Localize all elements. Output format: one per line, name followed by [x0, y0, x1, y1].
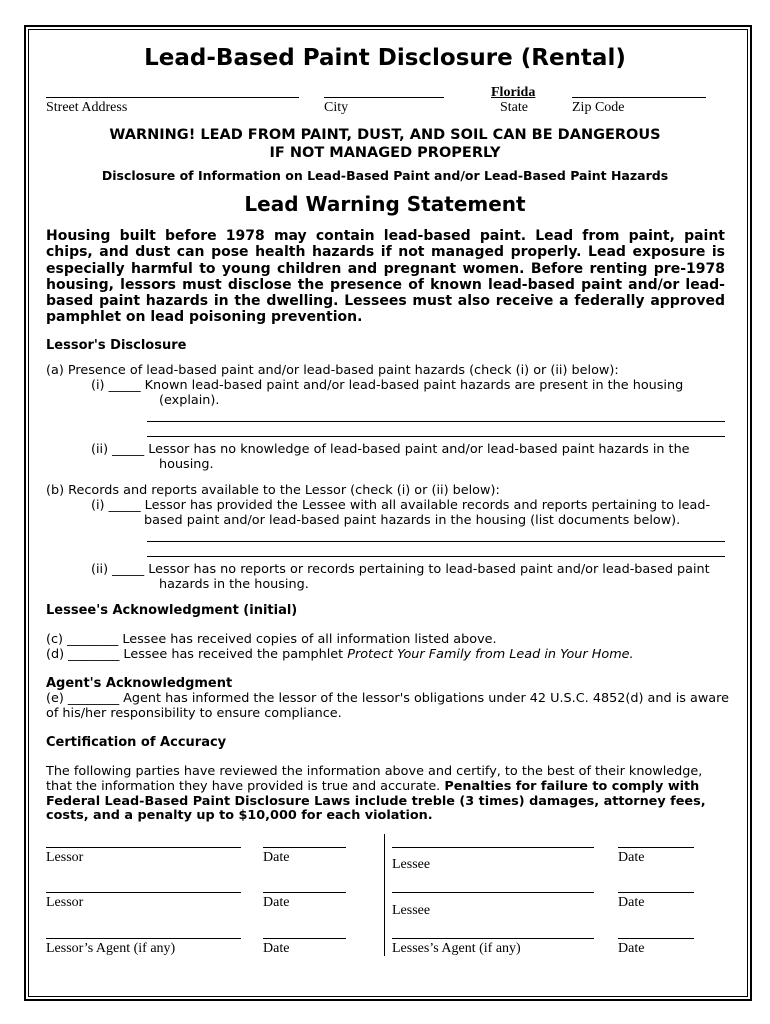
- item-b-i-text[interactable]: (i) _____ Lessor has provided the Lessee with all available records and reports pertaining to lead-: [91, 498, 711, 513]
- street-address-line[interactable]: [46, 97, 299, 98]
- city-line[interactable]: [324, 97, 444, 98]
- zip-code-label: Zip Code: [572, 100, 625, 115]
- lead-warning-heading: Lead Warning Statement: [244, 192, 526, 216]
- item-b-ii-text[interactable]: (ii) _____ Lessor has no reports or records pertaining to lead-based paint and/or lead-based paint: [91, 562, 710, 577]
- certification-line-2: [46, 779, 699, 794]
- lessor-signature-line-2[interactable]: [46, 892, 241, 893]
- lessee-date-label-2: Date: [618, 895, 645, 910]
- lessee-date-label-1: Date: [618, 850, 645, 865]
- warning-line-1: WARNING! LEAD FROM PAINT, DUST, AND SOIL CAN BE DANGEROUS: [109, 127, 661, 143]
- lessor-agent-date-label: Date: [263, 941, 290, 956]
- item-a-ii-text[interactable]: (ii) _____ Lessor has no knowledge of lead-based paint and/or lead-based paint hazards in the: [91, 442, 690, 457]
- lessor-label-1: Lessor: [46, 850, 84, 865]
- item-a-intro: (a) Presence of lead-based paint and/or lead-based paint hazards (check (i) or (ii) below):: [46, 363, 619, 378]
- lessee-agent-date-line[interactable]: [618, 938, 694, 939]
- zip-code-line[interactable]: [572, 97, 706, 98]
- certification-line-1: The following parties have reviewed the information above and certify, to the best of their knowledge,: [46, 764, 703, 779]
- lessee-signature-line-1[interactable]: [392, 847, 594, 848]
- state-value: Florida: [491, 85, 536, 100]
- street-address-label: Street Address: [46, 100, 128, 115]
- lessee-label-1: Lessee: [392, 857, 431, 872]
- warning-line-2: IF NOT MANAGED PROPERLY: [269, 145, 501, 161]
- item-a-i-text-cont: (explain).: [159, 393, 220, 408]
- certification-line-2-bold: Penalties for failure to comply with: [444, 779, 700, 794]
- explain-line-2[interactable]: [147, 436, 725, 437]
- item-b-intro: (b) Records and reports available to the Lessor (check (i) or (ii) below):: [46, 483, 500, 498]
- certification-line-3: Federal Lead-Based Paint Disclosure Laws include treble (3 times) damages, attorney fees,: [46, 794, 706, 809]
- lessor-agent-date-line[interactable]: [263, 938, 346, 939]
- state-label: State: [500, 100, 528, 115]
- disclosure-subtitle: Disclosure of Information on Lead-Based Paint and/or Lead-Based Paint Hazards: [101, 168, 669, 183]
- signature-divider: [384, 834, 385, 956]
- lessor-date-label-1: Date: [263, 850, 290, 865]
- lessee-agent-label: Lesses’s Agent (if any): [392, 941, 521, 956]
- certification-line-2-normal: that the information they have provided is true and accurate.: [46, 779, 445, 794]
- item-a-ii-text-cont: housing.: [159, 457, 214, 472]
- item-b-ii-text-cont: hazards in the housing.: [159, 577, 309, 592]
- explain-line-1[interactable]: [147, 421, 725, 422]
- lessee-date-line-2[interactable]: [618, 892, 694, 893]
- lessee-agent-signature-line[interactable]: [392, 938, 594, 939]
- documents-line-2[interactable]: [147, 556, 725, 557]
- certification-heading: Certification of Accuracy: [46, 735, 227, 750]
- item-d-text[interactable]: [46, 647, 634, 662]
- document-title: Lead-Based Paint Disclosure (Rental): [144, 45, 626, 71]
- lessor-label-2: Lessor: [46, 895, 84, 910]
- lessee-ack-heading: Lessee's Acknowledgment (initial): [46, 603, 298, 618]
- item-b-i-text-cont: based paint and/or lead-based paint hazards in the housing (list documents below).: [144, 513, 681, 528]
- lessor-date-line-1[interactable]: [263, 847, 346, 848]
- agent-ack-heading: Agent's Acknowledgment: [46, 676, 233, 691]
- item-d-prefix: (d) ________ Lessee has received the pamphlet: [46, 647, 348, 662]
- lessee-date-line-1[interactable]: [618, 847, 694, 848]
- lessee-agent-date-label: Date: [618, 941, 645, 956]
- pamphlet-title: Protect Your Family from Lead in Your Home.: [347, 647, 634, 662]
- documents-line-1[interactable]: [147, 541, 725, 542]
- certification-line-4: costs, and a penalty up to $10,000 for each violation.: [46, 808, 433, 823]
- lessor-signature-line-1[interactable]: [46, 847, 241, 848]
- lessor-date-label-2: Date: [263, 895, 290, 910]
- lessor-disclosure-heading: Lessor's Disclosure: [46, 338, 187, 353]
- lessor-date-line-2[interactable]: [263, 892, 346, 893]
- lessee-label-2: Lessee: [392, 903, 431, 918]
- lessor-agent-label: Lessor’s Agent (if any): [46, 941, 176, 956]
- item-a-i-text[interactable]: (i) _____ Known lead-based paint and/or lead-based paint hazards are present in the housing: [91, 378, 684, 393]
- item-c-text[interactable]: (c) ________ Lessee has received copies of all information listed above.: [46, 632, 497, 647]
- city-label: City: [324, 100, 349, 115]
- item-e-text-cont: of his/her responsibility to ensure compliance.: [46, 706, 342, 721]
- lessor-agent-signature-line[interactable]: [46, 938, 241, 939]
- item-e-text[interactable]: (e) ________ Agent has informed the lessor of the lessor's obligations under 42 U.S.C. 4852(d) and is aware: [46, 691, 729, 706]
- lead-warning-body: Housing built before 1978 may contain lead-based paint. Lead from paint, paint chips, and dust can pose health hazards if not managed properly. Lead exposure is especially harmful to young children and pregnant women. Before renting pre-1978 housing, lessors must disclose the presence of known lead-based paint and/or lead-based paint hazards in the dwelling. Lessees must also receive a federally approved pamphlet on lead poisoning prevention.: [46, 228, 725, 326]
- lessee-signature-line-2[interactable]: [392, 892, 594, 893]
